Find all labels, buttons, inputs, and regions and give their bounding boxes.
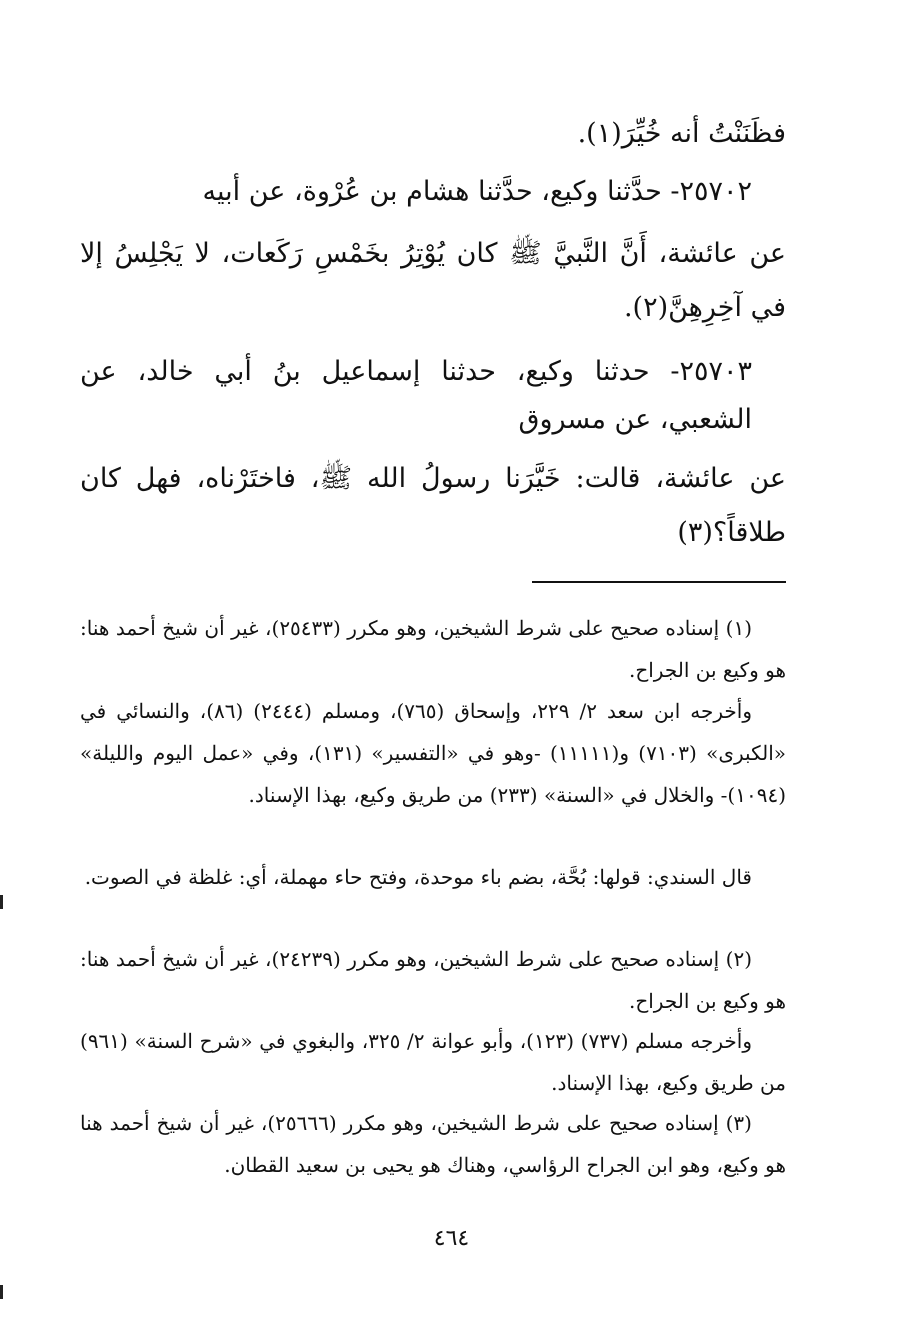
hadith-25702-text: عن عائشة، أَنَّ النَّبيَّ ﷺ كان يُوْتِرُ بخَمْسِ رَكَعات، لا يَجْلِسُ إلا في آخِرِهِنَّ(٢).: [80, 238, 786, 323]
text-line-1: فظَنَنْتُ أنه خُيِّرَ(١).: [577, 118, 786, 149]
footnote-2-sources: وأخرجه مسلم (٧٣٧) (١٢٣)، وأبو عوانة ٢/ ٣٢٥، والبغوي في «شرح السنة» (٩٦١) من طريق وكيع، بهذا الإسناد.: [80, 1029, 786, 1095]
footnote-3-grading: (٣) إسناده صحيح على شرط الشيخين، وهو مكرر (٢٥٦٦٦)، غير أن شيخ أحمد هنا هو وكيع، وهو ابن الجراح الرؤاسي، وهناك هو يحيى بن سعيد القطان.: [80, 1111, 786, 1177]
footnote-2-grading: (٢) إسناده صحيح على شرط الشيخين، وهو مكرر (٢٤٢٣٩)، غير أن شيخ أحمد هنا: هو وكيع بن الجراح.: [80, 947, 786, 1013]
scan-edge-mark: [0, 895, 3, 909]
footnote-1-sindi: قال السندي: قولها: بُحَّة، بضم باء موحدة، وفتح حاء مهملة، أي: غلظة في الصوت.: [84, 865, 752, 889]
footnote-separator: [532, 581, 786, 583]
hadith-25703-chain: ٢٥٧٠٣- حدثنا وكيع، حدثنا إسماعيل بنُ أبي خالد، عن الشعبي، عن مسروق: [80, 356, 752, 435]
footnote-1-sources: وأخرجه ابن سعد ٢/ ٢٢٩، وإسحاق (٧٦٥)، ومسلم (٢٤٤٤) (٨٦)، والنسائي في «الكبرى» (٧١٠٣) و(١١١١١) -وهو في «التفسير» (١٣١)، وفي «عمل اليوم والليلة» (١٠٩٤)- والخلال في «السنة» (٢٣٣) من طريق وكيع، بهذا الإسناد.: [80, 699, 787, 807]
hadith-25702-chain: ٢٥٧٠٢- حدَّثنا وكيع، حدَّثنا هشام بن عُرْوة، عن أبيه: [202, 176, 752, 207]
scan-edge-mark: [0, 1285, 3, 1299]
hadith-25703-text: عن عائشة، قالت: خَيَّرَنا رسولُ الله ﷺ، فاختَرْناه، فهل كان طلاقاً؟(٣): [80, 463, 786, 548]
footnote-1-grading: (١) إسناده صحيح على شرط الشيخين، وهو مكرر (٢٥٤٣٣)، غير أن شيخ أحمد هنا: هو وكيع بن الجراح.: [80, 616, 786, 682]
page-number: ٤٦٤: [433, 1226, 470, 1251]
